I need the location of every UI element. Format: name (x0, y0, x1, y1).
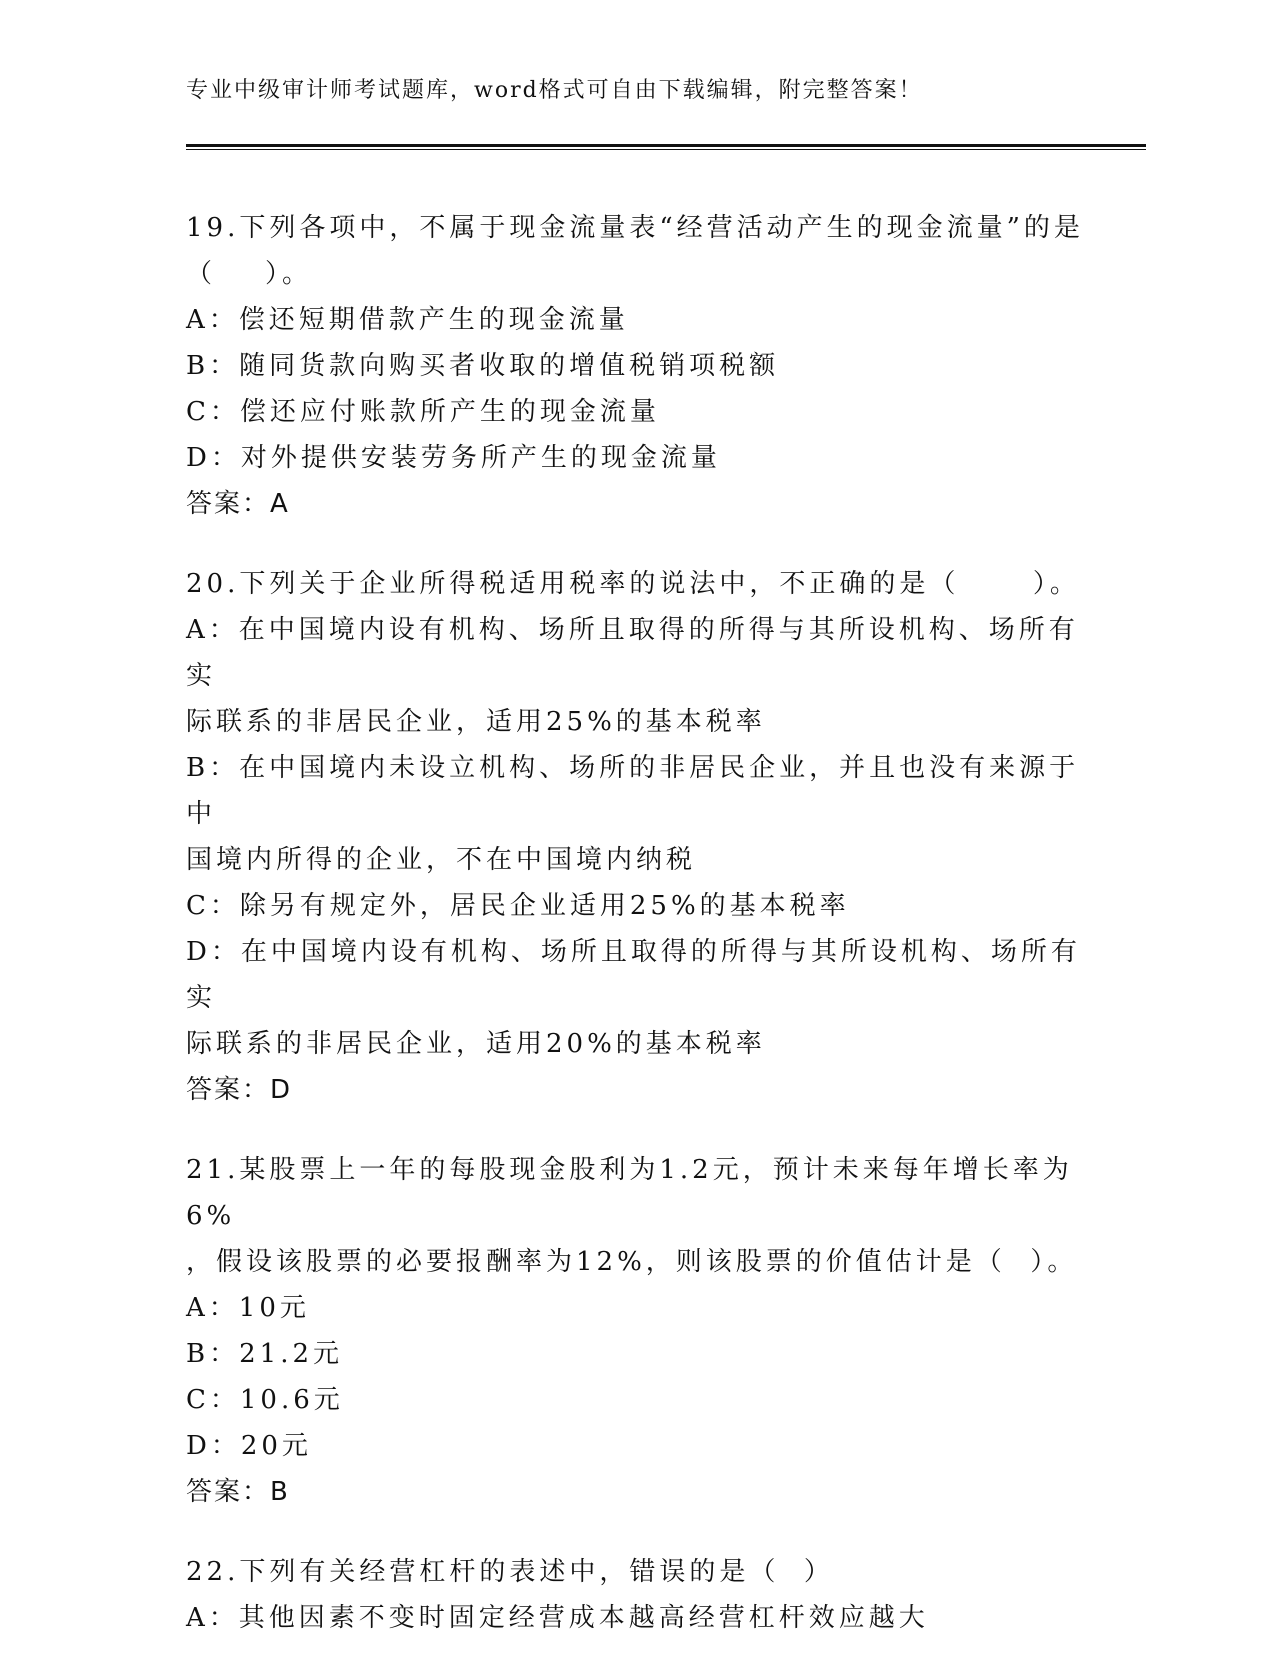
option-a: A：在中国境内设有机构、场所且取得的所得与其所设机构、场所有实 (186, 615, 1079, 691)
header-divider (186, 144, 1146, 150)
question-stem: 20.下列关于企业所得税适用税率的说法中，不正确的是（ ）。 (186, 569, 1080, 599)
option-b: B：随同货款向购买者收取的增值税销项税额 (186, 351, 780, 381)
question-19 (186, 205, 1086, 527)
option-a-continued: 际联系的非居民企业，适用25%的基本税率 (186, 707, 766, 737)
question-20 (186, 561, 1086, 1113)
option-d: D：20元 (186, 1431, 312, 1461)
option-b: B：在中国境内未设立机构、场所的非居民企业，并且也没有来源于中 (186, 753, 1080, 829)
option-d-continued: 际联系的非居民企业，适用20%的基本税率 (186, 1029, 766, 1059)
answer-label: 答案：B (186, 1477, 290, 1507)
option-a: A：其他因素不变时固定经营成本越高经营杠杆效应越大 (186, 1603, 929, 1633)
option-c: C：偿还应付账款所产生的现金流量 (186, 397, 660, 427)
question-list (186, 205, 1086, 1675)
question-stem: 22.下列有关经营杠杆的表述中，错误的是（ ） (186, 1557, 834, 1587)
question-stem: 19.下列各项中，不属于现金流量表“经营活动产生的现金流量”的是 (186, 213, 1084, 243)
question-stem: （ ）。 (186, 259, 313, 289)
answer-label: 答案：A (186, 489, 290, 519)
option-c: C：除另有规定外，居民企业适用25%的基本税率 (186, 891, 850, 921)
option-a: A：偿还短期借款产生的现金流量 (186, 305, 629, 335)
option-d: D：对外提供安装劳务所产生的现金流量 (186, 443, 721, 473)
option-b-continued: 国境内所得的企业，不在中国境内纳税 (186, 845, 697, 875)
question-22 (186, 1549, 1086, 1641)
option-d: D：在中国境内设有机构、场所且取得的所得与其所设机构、场所有实 (186, 937, 1081, 1013)
answer-label: 答案：D (186, 1075, 293, 1105)
page-header: 专业中级审计师考试题库，word格式可自由下载编辑，附完整答案！ (186, 78, 923, 103)
option-c: C：10.6元 (186, 1385, 344, 1415)
question-21 (186, 1147, 1086, 1515)
option-a: A：10元 (186, 1293, 310, 1323)
question-stem: ，假设该股票的必要报酬率为12%，则该股票的价值估计是（ ）。 (186, 1247, 1078, 1277)
question-stem: 21.某股票上一年的每股现金股利为1.2元，预计未来每年增长率为6% (186, 1155, 1073, 1231)
header-divider-thick (186, 144, 1146, 147)
option-b: B：21.2元 (186, 1339, 343, 1369)
header-divider-thin (186, 149, 1146, 150)
